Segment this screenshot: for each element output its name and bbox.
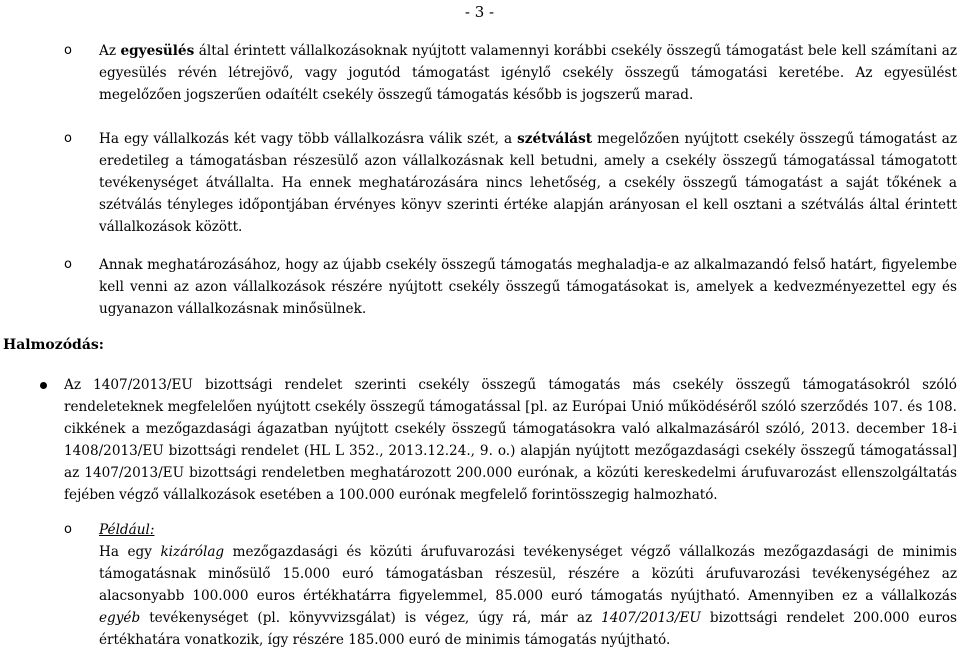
term-szetvalas: szétválást — [517, 131, 593, 147]
term-egyesules: egyesülés — [120, 43, 195, 59]
list-marker-icon: o — [64, 522, 72, 537]
text-segment: Ha egy — [99, 544, 161, 560]
paragraph-cumulation — [64, 374, 957, 506]
list-marker-icon: o — [64, 131, 72, 146]
list-marker-icon: o — [64, 257, 72, 272]
paragraph-example — [99, 519, 957, 651]
text-segment: Az — [99, 43, 121, 59]
text-segment: bizottsági rendelet 200.000 euros értékhatára vonatkozik, így részére 185.000 euró de minimis támogatás nyújtható. — [99, 610, 958, 648]
section-heading: Halmozódás: — [3, 337, 104, 353]
paragraph-ceiling — [99, 254, 957, 320]
text-segment: által érintett vállalkozásoknak nyújtott valamennyi korábbi csekély összegű támogatást bele kell számítani az egyesülés révén létrejövő, vagy jogutód támogatást igénylő csekély összegű támogatási keretébe. Az egyesülést megelőzően jogszerűen odaítélt csekély összegű támogatás később is jogszerű marad. — [99, 43, 957, 103]
list-marker-icon: o — [64, 43, 72, 58]
page-number: - 3 - — [464, 3, 495, 21]
paragraph-demerger — [99, 128, 957, 238]
term-kizarolag: kizárólag — [160, 544, 225, 560]
paragraph-merger — [99, 40, 957, 106]
text-segment: Annak meghatározásához, hogy az újabb csekély összegű támogatás meghaladja-e az alkalmazandó felső határt, figyelembe kell venni az azon vállalkozások részére nyújtott csekély összegű támogatásokat is, amelyek a kedvezményezettel egy és ugyanazon vállalkozásnak minősülnek. — [99, 257, 957, 317]
example-label: Például: — [99, 522, 155, 538]
term-egyeb: egyéb — [99, 610, 141, 626]
text-segment: megelőzően nyújtott csekély összegű támogatást az eredetileg a támogatásban részesülő azon vállalkozásnak kell betudni, amely a csekély összegű támogatással támogatott tevékenységet átvállalta. Ha ennek meghatározására nincs lehetőség, a csekély összegű támogatást a saját tőkének a szétválás tényleges időpontjában érvényes könyv szerinti értéke alapján arányosan el kell osztani a szétválás által érintett vállalkozások között. — [99, 131, 957, 235]
text-segment: mezőgazdasági és közúti árufuvarozási tevékenységet végző vállalkozás mezőgazdasági de minimis támogatásnak minősülő 15.000 euró támogatásban részesül, részére a közúti árufuvarozási tevékenységéhez az alacsonyabb 100.000 euros értékhatárra figyelemmel, 85.000 euró támogatás nyújtható. Amennyiben ez a vállalkozás — [99, 544, 957, 604]
term-regulation: 1407/2013/EU — [601, 610, 701, 626]
text-segment: tevékenységet (pl. könyvvizsgálat) is végez, úgy rá, már az — [140, 610, 602, 626]
text-segment: Ha egy vállalkozás két vagy több vállalkozásra válik szét, a — [99, 131, 518, 147]
bullet-icon — [40, 382, 47, 389]
text-segment: Az 1407/2013/EU bizottsági rendelet szerinti csekély összegű támogatás más csekély összegű támogatásokról szóló rendeleteknek megfelelően nyújtott csekély összegű támogatással [pl. az Európai Unió működéséről szóló szerződés 107. és 108. cikkének a mezőgazdasági ágazatban nyújtott csekély összegű támogatásokra való alkalmazásáról szóló, 2013. december 18-i 1408/2013/EU bizottsági rendelet (HL L 352., 2013.12.24., 9. o.) alapján nyújtott mezőgazdasági csekély összegű támogatással] az 1407/2013/EU bizottsági rendeletben meghatározott 200.000 eurónak, a közúti kereskedelmi árufuvarozást ellenszolgáltatás fejében végző vállalkozások esetében a 100.000 eurónak megfelelő forintösszegig halmozható. — [64, 377, 957, 503]
